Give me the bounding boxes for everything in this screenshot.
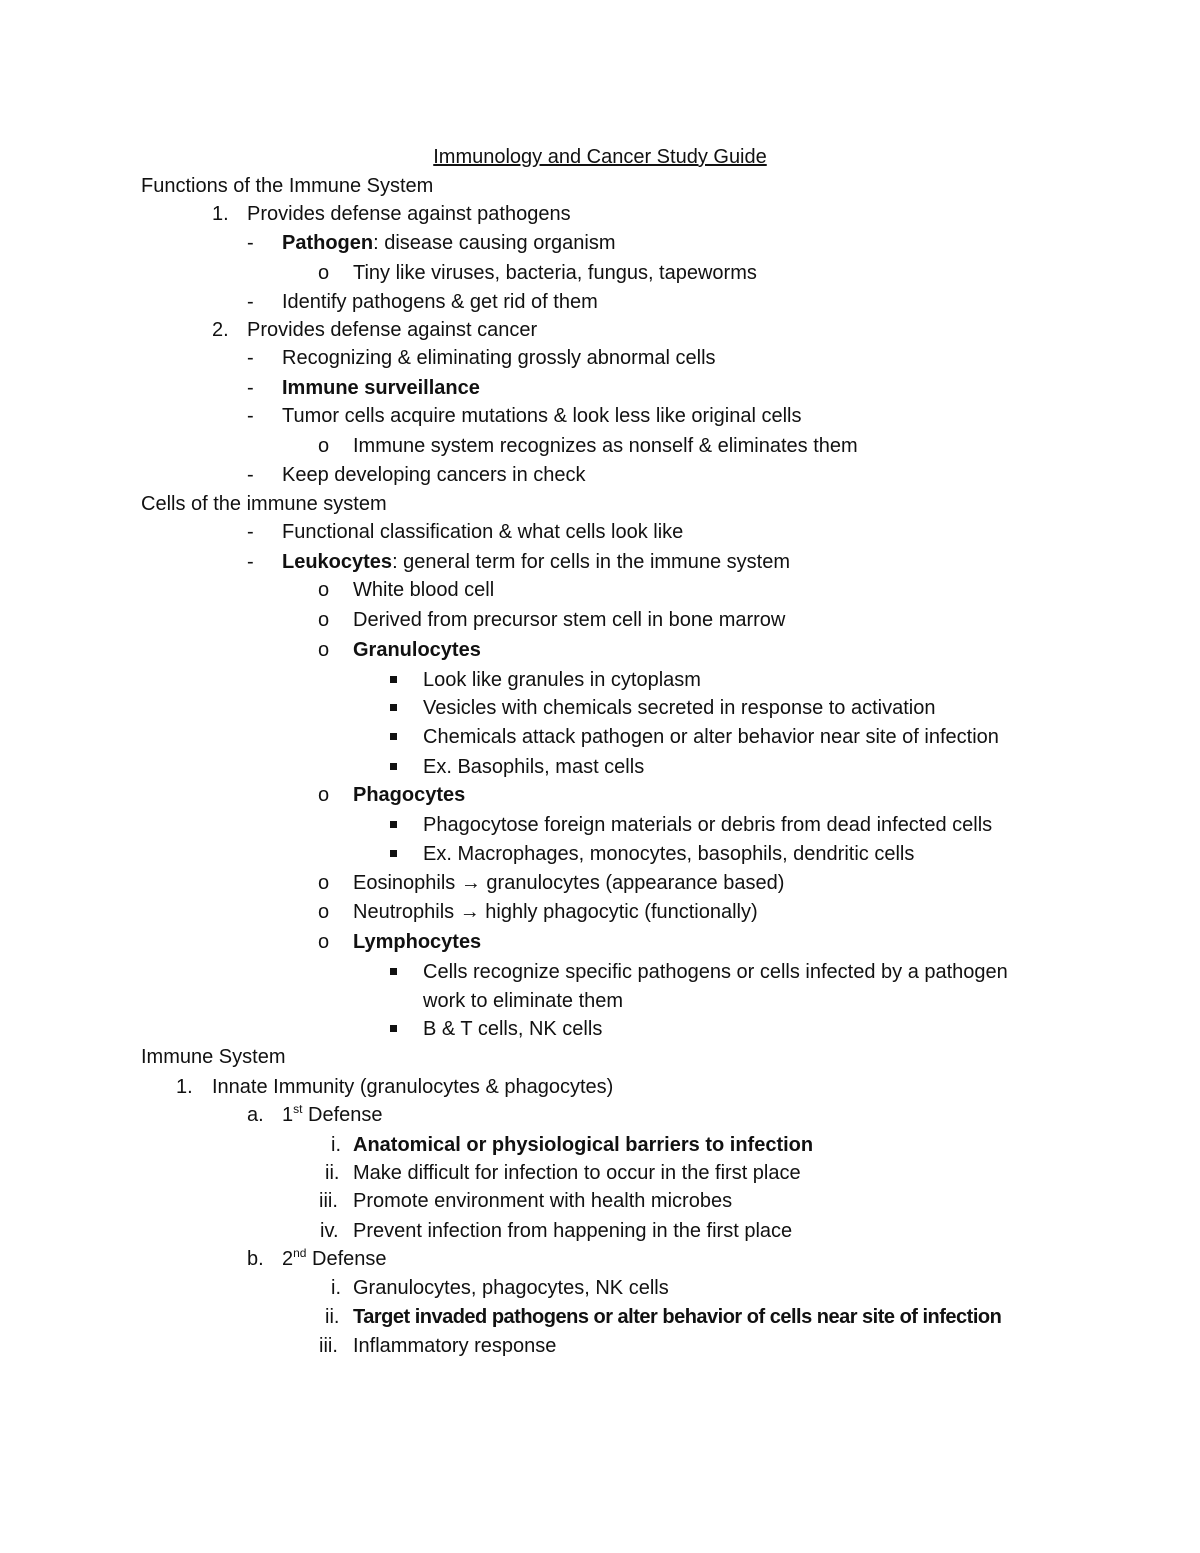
definition-text: : general term for cells in the immune system xyxy=(392,551,790,573)
list-item xyxy=(282,1247,387,1271)
square-bullet xyxy=(390,676,397,683)
list-item xyxy=(282,231,615,255)
cell-name: Eosinophils xyxy=(353,872,456,894)
circle-bullet: o xyxy=(318,609,330,631)
cell-description: granulocytes (appearance based) xyxy=(486,872,785,894)
roman-numeral: iv. xyxy=(320,1220,339,1242)
cell-name: Neutrophils xyxy=(353,901,455,923)
list-letter: a. xyxy=(247,1104,264,1126)
ordinal-suffix: nd xyxy=(293,1246,307,1260)
roman-numeral: ii. xyxy=(325,1306,340,1328)
list-item: Immune surveillance xyxy=(282,377,480,399)
ordinal-number: 2 xyxy=(282,1248,294,1270)
roman-numeral: iii. xyxy=(319,1190,338,1212)
roman-numeral: i. xyxy=(331,1277,341,1299)
dash-bullet: - xyxy=(247,377,254,399)
list-item: Immune system recognizes as nonself & eliminates them xyxy=(353,435,858,457)
square-bullet xyxy=(390,821,397,828)
item-text: Defense xyxy=(302,1104,383,1126)
list-item: Provides defense against cancer xyxy=(247,319,538,341)
square-bullet xyxy=(390,850,397,857)
circle-bullet: o xyxy=(318,784,330,806)
dash-bullet: - xyxy=(247,464,254,486)
list-item xyxy=(353,871,784,895)
dash-bullet: - xyxy=(247,291,254,313)
term-pathogen: Pathogen xyxy=(282,232,374,254)
list-item: Granulocytes xyxy=(353,639,481,661)
circle-bullet: o xyxy=(318,579,330,601)
list-item: Tiny like viruses, bacteria, fungus, tapeworms xyxy=(353,262,757,284)
list-item-continuation: work to eliminate them xyxy=(423,990,624,1012)
list-item: Promote environment with health microbes xyxy=(353,1190,733,1212)
term-leukocytes: Leukocytes xyxy=(282,551,393,573)
roman-numeral: ii. xyxy=(325,1162,340,1184)
arrow-right-icon: → xyxy=(459,901,480,923)
square-bullet xyxy=(390,733,397,740)
list-item xyxy=(282,1103,383,1127)
roman-numeral: i. xyxy=(331,1134,341,1156)
list-item: Vesicles with chemicals secreted in response to activation xyxy=(423,697,936,719)
list-number: 2. xyxy=(212,319,229,341)
list-item: Ex. Basophils, mast cells xyxy=(423,756,645,778)
list-item: Cells recognize specific pathogens or cells infected by a pathogen xyxy=(423,961,1008,983)
square-bullet xyxy=(390,763,397,770)
list-item: Make difficult for infection to occur in the first place xyxy=(353,1162,801,1184)
circle-bullet: o xyxy=(318,901,330,923)
list-item: Anatomical or physiological barriers to infection xyxy=(353,1134,814,1156)
section-heading-immune-system: Immune System xyxy=(141,1046,286,1068)
list-item: Chemicals attack pathogen or alter behavior near site of infection xyxy=(423,726,999,748)
list-number: 1. xyxy=(176,1076,193,1098)
dash-bullet: - xyxy=(247,521,254,543)
list-item: White blood cell xyxy=(353,579,495,601)
list-number: 1. xyxy=(212,203,229,225)
list-item: Recognizing & eliminating grossly abnormal cells xyxy=(282,347,716,369)
circle-bullet: o xyxy=(318,931,330,953)
list-item: Ex. Macrophages, monocytes, basophils, dendritic cells xyxy=(423,843,915,865)
list-item: Lymphocytes xyxy=(353,931,482,953)
item-text: Defense xyxy=(306,1248,387,1270)
dash-bullet: - xyxy=(247,551,254,573)
list-item: Inflammatory response xyxy=(353,1335,557,1357)
list-item: Prevent infection from happening in the first place xyxy=(353,1220,793,1242)
circle-bullet: o xyxy=(318,262,330,284)
list-item: Functional classification & what cells look like xyxy=(282,521,684,543)
circle-bullet: o xyxy=(318,639,330,661)
ordinal-suffix: st xyxy=(293,1102,303,1116)
list-item: Phagocytes xyxy=(353,784,466,806)
list-item: Derived from precursor stem cell in bone marrow xyxy=(353,609,786,631)
roman-numeral: iii. xyxy=(319,1335,338,1357)
section-heading-cells: Cells of the immune system xyxy=(141,493,387,515)
list-letter: b. xyxy=(247,1248,264,1270)
dash-bullet: - xyxy=(247,405,254,427)
ordinal-number: 1 xyxy=(282,1104,294,1126)
circle-bullet: o xyxy=(318,872,330,894)
list-item: Keep developing cancers in check xyxy=(282,464,586,486)
list-item: Look like granules in cytoplasm xyxy=(423,669,701,691)
circle-bullet: o xyxy=(318,435,330,457)
definition-text: : disease causing organism xyxy=(373,232,616,254)
list-item: Provides defense against pathogens xyxy=(247,203,571,225)
square-bullet xyxy=(390,968,397,975)
square-bullet xyxy=(390,1025,397,1032)
list-item: Innate Immunity (granulocytes & phagocytes) xyxy=(212,1076,614,1098)
list-item: B & T cells, NK cells xyxy=(423,1018,603,1040)
list-item: Phagocytose foreign materials or debris from dead infected cells xyxy=(423,814,993,836)
dash-bullet: - xyxy=(247,232,254,254)
list-item: Target invaded pathogens or alter behavior of cells near site of infection xyxy=(353,1306,1002,1328)
square-bullet xyxy=(390,704,397,711)
cell-description: highly phagocytic (functionally) xyxy=(485,901,758,923)
dash-bullet: - xyxy=(247,347,254,369)
arrow-right-icon: → xyxy=(460,872,481,894)
list-item: Identify pathogens & get rid of them xyxy=(282,291,598,313)
list-item xyxy=(353,900,758,924)
list-item: Tumor cells acquire mutations & look less like original cells xyxy=(282,405,802,427)
list-item xyxy=(282,550,790,574)
list-item: Granulocytes, phagocytes, NK cells xyxy=(353,1277,669,1299)
section-heading-functions: Functions of the Immune System xyxy=(141,175,434,197)
document-title: Immunology and Cancer Study Guide xyxy=(433,146,767,168)
